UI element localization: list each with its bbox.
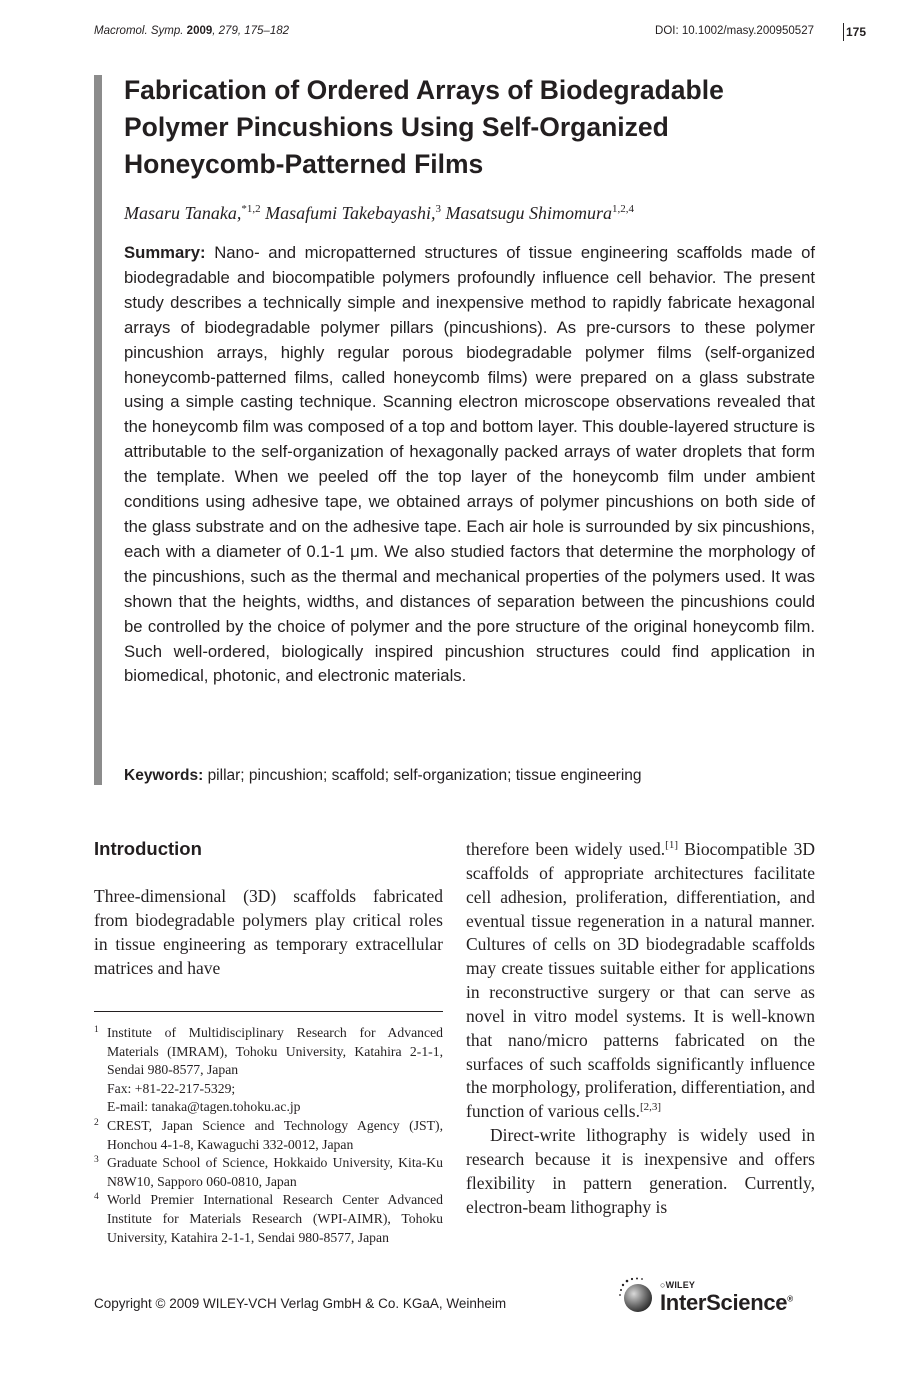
footnote-text: Fax: +81-22-217-5329; (107, 1080, 236, 1096)
keywords (124, 765, 815, 787)
footnote-text: World Premier International Research Center Advanced Institute for Materials Research (WPI-AIMR), Tohoku University, Katahira 2-1-1, Sendai 980-8577, Japan (107, 1192, 443, 1245)
intro-paragraph-left: Three-dimensional (3D) scaffolds fabricated from biodegradable polymers play critical roles in tissue engineering as temporary extracellular matrices and have (94, 886, 443, 978)
logo-brand: ○WILEY (660, 1280, 696, 1290)
footnote-email: E-mail: tanaka@tagen.tohoku.ac.jp (107, 1099, 301, 1115)
article-title: Fabrication of Ordered Arrays of Biodegradable Polymer Pincushions Using Self-Organized Honeycomb-Patterned Films (124, 75, 724, 179)
intro-column-right (466, 838, 815, 1220)
logo-name: InterScience® (660, 1290, 793, 1315)
keywords-label: Keywords: (124, 767, 204, 784)
running-header (94, 25, 866, 43)
globe-icon (618, 1276, 658, 1314)
footnote-number: 1 (94, 1025, 99, 1035)
section-heading-introduction: Introduction (94, 838, 202, 859)
footnote-number: 3 (94, 1155, 99, 1166)
page-number: 175 (845, 25, 866, 39)
author-affiliation: 3 (435, 203, 441, 215)
affiliation-footnotes (94, 1024, 443, 1247)
author-affiliation: *1,2 (241, 203, 261, 215)
footnote-text: Institute of Multidisciplinary Research for Advanced Materials (IMRAM), Tohoku University, Katahira 2-1-1, Sendai 980-8577, Japan (107, 1025, 443, 1078)
copyright-notice: Copyright © 2009 WILEY-VCH Verlag GmbH & Co. KGaA, Weinheim (94, 1296, 507, 1311)
footnote-text: Graduate School of Science, Hokkaido University, Kita-Ku N8W10, Sapporo 060-0810, Japan (107, 1155, 443, 1189)
footnote-text: CREST, Japan Science and Technology Agency (JST), Honchou 4-1-8, Kawaguchi 332-0012, Japan (107, 1117, 443, 1152)
journal-citation: Macromol. Symp. 2009, 279, 175–182 (94, 25, 290, 37)
doi: DOI: 10.1002/masy.200950527 (655, 25, 814, 37)
footnote-divider (94, 1011, 443, 1012)
author-name: Masaru Tanaka, (124, 203, 242, 223)
footnote-item (94, 1154, 443, 1191)
footnote-item (94, 1024, 443, 1117)
author-affiliation: 1,2,4 (611, 203, 634, 215)
intro-paragraph: Direct-write lithography is widely used in research because it is inexpensive and offers flexibility in pattern generation. Currently, electron-beam lithography is (466, 1125, 815, 1217)
footnote-item (94, 1191, 443, 1247)
footnote-number: 2 (94, 1117, 99, 1128)
journal-year: 2009 (186, 25, 213, 37)
keywords-text: pillar; pincushion; scaffold; self-organization; tissue engineering (207, 767, 642, 784)
author-list (124, 197, 814, 225)
footnote-item (94, 1117, 443, 1154)
footnote-number: 4 (94, 1192, 99, 1203)
abstract-summary (124, 241, 815, 689)
author-name: Masatsugu Shimomura (445, 203, 612, 223)
author-name: Masafumi Takebayashi, (265, 203, 436, 223)
wiley-interscience-logo (610, 1270, 820, 1316)
summary-label: Summary: (124, 243, 206, 262)
citation-ref: [1] (665, 839, 678, 852)
citation-ref: [2,3] (639, 1101, 662, 1114)
intro-paragraph: therefore been widely used.[1] Biocompatible 3D scaffolds of appropriate architectures facilitate cell adhesion, proliferation, differentiation, and eventual tissue regeneration in a natural manner. Cultures of cells on 3D biodegradable scaffolds may create tissues suitable either for applications in reconstructive surgery or that can serve as novel in vitro model systems. It is well-known that nano/micro patterns fabricated on the surfaces of such scaffolds significantly influence the morphology, proliferation, differentiation, and function of various cells.[2,3] (466, 839, 815, 1122)
summary-text: Nano- and micropatterned structures of tissue engineering scaffolds made of biodegradable and biocompatible polymers profoundly influence cell behavior. The present study describes a technically simple and inexpensive method to rapidly fabricate hexagonal arrays of biodegradable polymer pillars (pincushions). As pre-cursors to these polymer pincushion arrays, highly regular porous biodegradable polymer films (self-organized honeycomb-patterned films, called honeycomb films) were prepared on a glass substrate using a simple casting technique. Scanning electron microscope observations revealed that the honeycomb film was composed of a top and bottom layer. This double-layered structure is attributable to the self-organization of hexagonally packed arrays of water droplets that form the template. When we peeled off the top layer of the honeycomb film under ambient conditions using adhesive tape, we obtained arrays of polymer pincushions on both side of the glass substrate and on the adhesive tape. Each air hole is surrounded by six pincushions, each with a diameter of 0.1-1 μm. We also studied factors that determine the morphology of the pincushions, such as the thermal and mechanical properties of the polymers used. It was shown that the heights, widths, and distances of separation between the pincushions could be controlled by the choice of polymer and the pore structure of the original honeycomb film. Such well-ordered, biologically inspired pincushion structures could find application in biomedical, photonic, and electronic materials. (124, 243, 815, 686)
header-divider (843, 23, 844, 41)
abstract-accent-bar (94, 75, 102, 785)
